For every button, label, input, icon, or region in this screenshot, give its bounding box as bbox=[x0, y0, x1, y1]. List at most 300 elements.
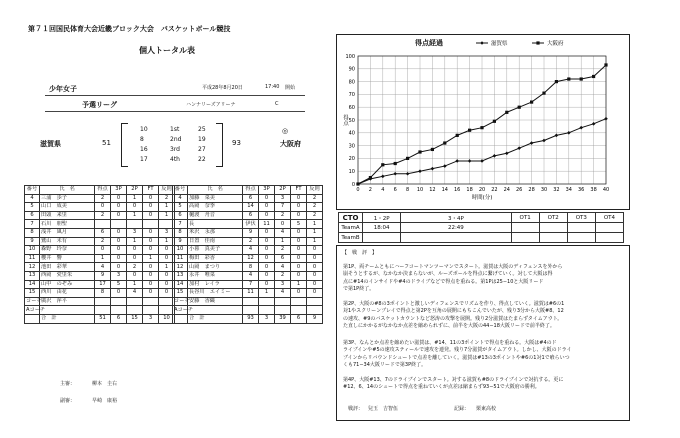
game-time: 17:40 bbox=[265, 84, 280, 90]
player-name-cell: 氏 名 bbox=[40, 186, 95, 195]
stat-cell: 6 bbox=[173, 211, 188, 220]
stat-cell: 0 bbox=[127, 246, 143, 255]
stat-cell: 7 bbox=[25, 220, 40, 229]
player-name-cell: 梅田 彩香 bbox=[188, 254, 243, 263]
stat-cell: 0 bbox=[159, 254, 175, 263]
x-tick-label: 14 bbox=[441, 187, 448, 193]
stat-cell: 0 bbox=[143, 263, 159, 272]
stat-cell: 7 bbox=[173, 220, 188, 229]
cto-period-header: OT3 bbox=[567, 213, 595, 223]
divider bbox=[45, 95, 305, 96]
away-team-name: 大阪府 bbox=[280, 140, 301, 148]
stat-cell: 3 bbox=[143, 314, 159, 323]
stat-cell: 0 bbox=[111, 254, 127, 263]
stat-cell: 3 bbox=[275, 194, 291, 203]
player-name-cell: 三浦 歩子 bbox=[40, 194, 95, 203]
data-point bbox=[480, 159, 484, 163]
stat-cell: 0 bbox=[291, 263, 307, 272]
stat-cell: 0 bbox=[111, 228, 127, 237]
legend-label: 大阪府 bbox=[547, 41, 564, 47]
stat-cell bbox=[95, 297, 111, 306]
stat-cell: 0 bbox=[259, 271, 275, 280]
stat-cell: 8 bbox=[243, 263, 259, 272]
player-name-cell: 日置 佳南 bbox=[188, 237, 243, 246]
stat-cell: 1 bbox=[307, 237, 323, 246]
stat-cell: 1 bbox=[275, 237, 291, 246]
stat-cell: 12 bbox=[25, 263, 40, 272]
stat-cell bbox=[275, 297, 291, 306]
recorder-name: 栗東高校 bbox=[476, 406, 497, 412]
legend-label: 滋賀県 bbox=[491, 41, 508, 47]
stat-cell: 6 bbox=[95, 228, 111, 237]
data-point bbox=[480, 126, 483, 129]
y-axis-label: 得点 bbox=[342, 114, 348, 126]
stat-cell: 0 bbox=[127, 254, 143, 263]
stat-cell: 2 bbox=[243, 237, 259, 246]
stat-cell: 1 bbox=[159, 211, 175, 220]
cto-header: CTO bbox=[339, 213, 363, 223]
commentary-heading: 【 戦 評 】 bbox=[342, 250, 378, 256]
stat-cell: 9 bbox=[173, 237, 188, 246]
player-name-cell: 山岡 まつり bbox=[188, 263, 243, 272]
stat-cell: 2 bbox=[95, 194, 111, 203]
stat-cell bbox=[95, 220, 111, 229]
stat-cell: 0 bbox=[143, 194, 159, 203]
y-tick-label: 40 bbox=[348, 130, 355, 137]
data-point bbox=[356, 182, 359, 185]
stat-cell: 0 bbox=[259, 254, 275, 263]
x-tick-label: 0 bbox=[356, 187, 360, 193]
home-player-stats-table bbox=[24, 185, 175, 324]
y-tick-label: 30 bbox=[348, 143, 355, 150]
data-point bbox=[542, 92, 545, 95]
stat-cell bbox=[111, 220, 127, 229]
stat-cell: コーチ bbox=[26, 298, 42, 305]
stat-cell: 0 bbox=[291, 289, 307, 298]
stat-cell: 2 bbox=[159, 194, 175, 203]
x-tick-label: 18 bbox=[466, 187, 473, 193]
stat-cell bbox=[275, 306, 291, 315]
cto-period-header: 1・2P bbox=[363, 213, 401, 223]
stat-cell bbox=[25, 314, 40, 323]
stat-cell: 2 bbox=[307, 194, 323, 203]
player-name-cell: 氏 名 bbox=[188, 186, 243, 195]
period-label: 2nd bbox=[170, 136, 182, 143]
stat-cell: 1 bbox=[159, 263, 175, 272]
game-start-label: 開始 bbox=[285, 85, 296, 91]
stat-cell: 1 bbox=[159, 237, 175, 246]
stat-cell: 4 bbox=[173, 194, 188, 203]
x-tick-label: 20 bbox=[478, 187, 486, 193]
stat-cell: 0 bbox=[259, 263, 275, 272]
data-point bbox=[604, 63, 607, 66]
player-name-cell: 西岡 愛里朱 bbox=[40, 271, 95, 280]
player-name-cell: 浅井 風月 bbox=[40, 228, 95, 237]
stat-cell: 0 bbox=[291, 254, 307, 263]
stat-cell: 6 bbox=[243, 194, 259, 203]
player-name-cell: 長谷川 エイミー bbox=[188, 289, 243, 298]
stat-cell: 1 bbox=[307, 228, 323, 237]
stat-cell: 8 bbox=[95, 289, 111, 298]
player-name-cell bbox=[188, 306, 243, 315]
stat-cell: 0 bbox=[259, 211, 275, 220]
stat-cell: 4 bbox=[95, 263, 111, 272]
data-point bbox=[518, 106, 521, 109]
umpire-label: 副審： bbox=[60, 398, 76, 404]
data-point bbox=[567, 131, 571, 135]
data-point bbox=[418, 150, 421, 153]
cto-time: 18:04 bbox=[363, 223, 401, 233]
stat-cell: 1 bbox=[127, 280, 143, 289]
legend-marker bbox=[536, 41, 539, 44]
x-tick-label: 10 bbox=[416, 187, 424, 193]
stat-cell: 1 bbox=[127, 211, 143, 220]
category-label: 少年女子 bbox=[49, 85, 77, 93]
stat-cell: 3 bbox=[259, 314, 275, 323]
data-point bbox=[555, 80, 558, 83]
stat-cell bbox=[127, 297, 143, 306]
period-away-score: 22 bbox=[198, 156, 206, 163]
stat-cell: 0 bbox=[307, 280, 323, 289]
home-team-name: 滋賀県 bbox=[40, 140, 61, 148]
venue: ハンナリーズアリーナ bbox=[186, 102, 236, 108]
stat-cell: 1 bbox=[307, 220, 323, 229]
data-point bbox=[456, 134, 459, 137]
stat-cell: 2 bbox=[127, 263, 143, 272]
period-away-score: 27 bbox=[198, 146, 206, 153]
y-tick-label: 60 bbox=[348, 105, 355, 111]
stat-cell: 4 bbox=[243, 246, 259, 255]
commentary-q1: 第1P、両チームともにハーフコートマンツーマンでスタート。滋賀は大阪のディフェンスを外から 崩そうとするが、なかなか決まらないが、ルーズボールを得点に繋げていく。対して大阪は得 点に#14のインサイドや#4のドライブなどで得点を重ねる。第1Pは25−10と大阪リード で第1P終了。 bbox=[343, 264, 563, 293]
data-point bbox=[468, 159, 472, 163]
stat-cell: 1 bbox=[291, 280, 307, 289]
stat-cell: 0 bbox=[259, 228, 275, 237]
stat-cell: 4 bbox=[275, 263, 291, 272]
winner-mark: ◎ bbox=[282, 127, 289, 135]
stat-cell: 2 bbox=[275, 211, 291, 220]
stat-cell: 9 bbox=[243, 228, 259, 237]
stat-cell bbox=[243, 306, 259, 315]
stat-cell: 9 bbox=[307, 314, 323, 323]
x-tick-label: 40 bbox=[602, 187, 610, 193]
stat-cell: 3 bbox=[159, 228, 175, 237]
cto-time: 22:49 bbox=[401, 223, 511, 233]
referee-label: 主審： bbox=[60, 381, 76, 387]
stat-cell: 11 bbox=[259, 220, 275, 229]
stat-cell: 0 bbox=[95, 203, 111, 212]
period-label: 1st bbox=[170, 126, 180, 133]
stat-cell: Aコーチ bbox=[174, 306, 194, 313]
data-point bbox=[592, 75, 595, 78]
data-point bbox=[394, 162, 397, 165]
stat-cell: 10 bbox=[159, 314, 175, 323]
right-bracket bbox=[216, 123, 223, 167]
player-name-cell: 合 計 bbox=[40, 314, 95, 323]
x-tick-label: 36 bbox=[578, 187, 585, 193]
stat-cell bbox=[95, 306, 111, 315]
data-point bbox=[555, 134, 559, 138]
stat-cell: 3 bbox=[127, 228, 143, 237]
data-point bbox=[579, 126, 583, 130]
cto-period-header: OT2 bbox=[539, 213, 567, 223]
stat-cell: 5 bbox=[25, 203, 40, 212]
stat-cell: 0 bbox=[159, 289, 175, 298]
stat-cell bbox=[173, 314, 188, 323]
player-name-cell: 長 bbox=[188, 220, 243, 229]
cto-table bbox=[338, 212, 624, 243]
player-name-cell: 池田 彩華 bbox=[40, 263, 95, 272]
left-bracket bbox=[121, 123, 128, 167]
stat-cell: 番号 bbox=[173, 186, 188, 195]
stat-cell: 0 bbox=[159, 271, 175, 280]
stat-cell: 得点 bbox=[243, 186, 259, 195]
data-point bbox=[530, 100, 533, 103]
legend-marker bbox=[480, 41, 484, 45]
stat-cell: 10 bbox=[173, 246, 188, 255]
stat-cell: 5 bbox=[111, 280, 127, 289]
data-point bbox=[369, 176, 372, 179]
data-point bbox=[381, 175, 385, 179]
y-tick-label: 70 bbox=[348, 92, 355, 99]
commentary-q2: 第2P、大阪の#8の3ポイントと激しいディフェンスでリズムを作り、得点していく。滋賀は#6の1 対1やスクリーンプレイで得点と第2Pを互角の展開にもちこんでいたが、残り3分から大阪#8、12 の速攻、#9のバスケットカウントなど怒涛の攻撃を展開。残り2分滋賀はたまらずタイムアウト。 た直しにかかるがなかなか点差を縮められずに、前半を大阪の44−18大阪リードで前半終了。 bbox=[343, 301, 565, 330]
x-tick-label: 22 bbox=[491, 187, 498, 193]
stat-cell: 11 bbox=[173, 254, 188, 263]
stat-cell: 12 bbox=[243, 254, 259, 263]
away-total-score: 93 bbox=[232, 139, 241, 147]
player-name-cell: 高岡 奈季 bbox=[188, 203, 243, 212]
stat-cell: 0 bbox=[111, 211, 127, 220]
stat-cell: 0 bbox=[307, 254, 323, 263]
player-name-cell: 廣沢 萍平 bbox=[40, 297, 95, 306]
stat-cell: 6 bbox=[291, 314, 307, 323]
stat-cell: 14 bbox=[173, 280, 188, 289]
stat-cell: 15 bbox=[127, 314, 143, 323]
stat-cell: 0 bbox=[111, 237, 127, 246]
player-name-cell: 加藤 菜美 bbox=[188, 194, 243, 203]
divider bbox=[45, 111, 305, 112]
stat-cell: 1 bbox=[259, 289, 275, 298]
stat-cell: 0 bbox=[259, 194, 275, 203]
stat-cell: 8 bbox=[173, 228, 188, 237]
data-point bbox=[468, 129, 471, 132]
writer-name: 兒玉 吉智伍 bbox=[368, 406, 399, 412]
stat-cell bbox=[127, 306, 143, 315]
stat-cell: 6 bbox=[25, 211, 40, 220]
data-point bbox=[505, 151, 509, 155]
stat-cell: Aコーチ bbox=[26, 306, 46, 313]
stat-cell: 4 bbox=[243, 271, 259, 280]
stat-cell: 0 bbox=[143, 237, 159, 246]
stat-cell: 17 bbox=[95, 280, 111, 289]
player-name-cell: 鷲山 未有 bbox=[40, 237, 95, 246]
stat-cell: 0 bbox=[291, 211, 307, 220]
period-home-score: 17 bbox=[140, 156, 148, 163]
stat-cell: 0 bbox=[111, 289, 127, 298]
stat-cell bbox=[143, 220, 159, 229]
stat-cell: 0 bbox=[259, 280, 275, 289]
stat-cell: FT bbox=[291, 186, 307, 195]
writer-label: 戦評： bbox=[348, 406, 364, 412]
stat-cell: FT bbox=[143, 186, 159, 195]
stat-cell: 6 bbox=[243, 211, 259, 220]
stat-cell: 0 bbox=[307, 246, 323, 255]
round-label: 予選リーグ bbox=[82, 101, 117, 109]
stat-cell: 9 bbox=[25, 237, 40, 246]
stat-cell: 0 bbox=[291, 194, 307, 203]
data-point bbox=[493, 120, 496, 123]
player-name-cell: 永井 唯菜 bbox=[188, 271, 243, 280]
player-name-cell bbox=[40, 306, 95, 315]
y-tick-label: 0 bbox=[351, 181, 355, 188]
stat-cell: 1 bbox=[127, 194, 143, 203]
stat-cell: 0 bbox=[111, 263, 127, 272]
stat-cell: コーチ bbox=[174, 298, 190, 305]
stat-cell bbox=[143, 306, 159, 315]
y-tick-label: 20 bbox=[348, 156, 355, 163]
stat-cell bbox=[259, 297, 275, 306]
chart-title: 得点経過 bbox=[415, 39, 443, 47]
stat-cell bbox=[307, 297, 323, 306]
stat-cell: 0 bbox=[291, 271, 307, 280]
stat-cell: 番号 bbox=[25, 186, 40, 195]
stat-cell: 4 bbox=[275, 228, 291, 237]
stat-cell: 1 bbox=[159, 203, 175, 212]
stat-cell: 15 bbox=[173, 289, 188, 298]
player-name-cell: 田頭 来里 bbox=[40, 211, 95, 220]
stat-cell: 0 bbox=[259, 246, 275, 255]
y-tick-label: 50 bbox=[348, 117, 355, 124]
x-tick-label: 16 bbox=[454, 187, 461, 193]
stat-cell: 0 bbox=[111, 194, 127, 203]
stat-cell bbox=[111, 297, 127, 306]
cto-period-header: OT1 bbox=[511, 213, 539, 223]
cto-period-header: OT4 bbox=[595, 213, 623, 223]
stat-cell bbox=[143, 297, 159, 306]
stat-cell: 0 bbox=[291, 228, 307, 237]
player-name-cell: 石川 朋聖 bbox=[40, 220, 95, 229]
x-tick-label: 4 bbox=[381, 187, 385, 193]
stat-cell: 反則 bbox=[159, 186, 175, 195]
period-home-score: 10 bbox=[140, 126, 148, 133]
stat-cell: 3P bbox=[259, 186, 275, 195]
data-point bbox=[493, 154, 497, 158]
stat-cell: 11 bbox=[243, 289, 259, 298]
player-name-cell: 米沢 永那 bbox=[188, 228, 243, 237]
stat-cell: 93 bbox=[243, 314, 259, 323]
game-date: 平成28年8月20日 bbox=[202, 85, 243, 91]
stat-cell bbox=[243, 297, 259, 306]
y-tick-label: 80 bbox=[348, 79, 355, 86]
stat-cell: 9 bbox=[95, 271, 111, 280]
period-away-score: 19 bbox=[198, 136, 206, 143]
stat-cell: 0 bbox=[291, 246, 307, 255]
stat-cell: 0 bbox=[307, 289, 323, 298]
player-name-cell: 小暮 真美子 bbox=[188, 246, 243, 255]
referee-name: 柳本 圭右 bbox=[92, 381, 118, 387]
data-point bbox=[542, 139, 546, 143]
x-tick-label: 26 bbox=[516, 187, 523, 193]
cto-team-label: TeamA bbox=[339, 223, 363, 233]
stat-cell: 12 bbox=[173, 263, 188, 272]
cto-period-header: 3・4P bbox=[401, 213, 511, 223]
stat-cell: 1 bbox=[143, 254, 159, 263]
stat-cell: 2 bbox=[307, 203, 323, 212]
stat-cell: 1 bbox=[127, 237, 143, 246]
stat-cell: 2 bbox=[95, 211, 111, 220]
stat-cell: 0 bbox=[127, 203, 143, 212]
period-home-score: 8 bbox=[140, 136, 144, 143]
period-home-score: 16 bbox=[140, 146, 148, 153]
x-tick-label: 2 bbox=[368, 187, 372, 193]
stat-cell: 1 bbox=[95, 254, 111, 263]
x-tick-label: 8 bbox=[406, 187, 410, 193]
stat-cell: 0 bbox=[95, 246, 111, 255]
stat-cell: 得点 bbox=[95, 186, 111, 195]
stat-cell: 0 bbox=[111, 246, 127, 255]
stat-cell: 0 bbox=[307, 271, 323, 280]
stat-cell: 15 bbox=[25, 289, 40, 298]
court: C bbox=[275, 101, 279, 107]
x-tick-label: 34 bbox=[565, 187, 572, 193]
x-tick-label: 32 bbox=[553, 187, 560, 193]
x-tick-label: 30 bbox=[540, 187, 548, 193]
stat-cell: 39 bbox=[275, 314, 291, 323]
stat-cell: 伊伏 bbox=[243, 220, 259, 229]
stat-cell: 0 bbox=[143, 203, 159, 212]
stat-cell: 14 bbox=[243, 203, 259, 212]
stat-cell: 5 bbox=[291, 220, 307, 229]
stat-cell: 4 bbox=[127, 289, 143, 298]
home-total-score: 51 bbox=[102, 139, 111, 147]
y-tick-label: 90 bbox=[348, 66, 355, 73]
x-tick-label: 12 bbox=[429, 187, 436, 193]
stat-cell bbox=[259, 306, 275, 315]
player-name-cell: 山口 成美 bbox=[40, 203, 95, 212]
stat-cell bbox=[111, 306, 127, 315]
stat-cell: 0 bbox=[275, 220, 291, 229]
stat-cell bbox=[291, 297, 307, 306]
x-tick-label: 6 bbox=[393, 187, 397, 193]
stat-cell: 7 bbox=[243, 280, 259, 289]
y-tick-label: 10 bbox=[348, 169, 355, 175]
stat-cell: 5 bbox=[173, 203, 188, 212]
data-point bbox=[505, 111, 508, 114]
player-name-cell: 森野 玲奈 bbox=[40, 246, 95, 255]
player-name-cell: 加村 レイラ bbox=[188, 280, 243, 289]
stat-cell: 14 bbox=[25, 280, 40, 289]
stat-cell: 0 bbox=[127, 271, 143, 280]
stat-cell: 0 bbox=[307, 263, 323, 272]
commentary-q4: 第4P、大阪#13、7のドライブインでスタート。対する滋賀も#8のドライブインで対抗する。更に #12、6、14のシュートで得点を重ねていくが点差は縮まらず93−51で大阪府の勝利。 bbox=[343, 377, 564, 391]
data-point bbox=[592, 122, 596, 126]
period-away-score: 25 bbox=[198, 126, 206, 133]
stat-cell: 6 bbox=[111, 314, 127, 323]
stat-cell: 0 bbox=[143, 280, 159, 289]
stat-cell: 0 bbox=[143, 246, 159, 255]
player-name-cell: 西川 由花 bbox=[40, 289, 95, 298]
stat-cell: 2 bbox=[275, 246, 291, 255]
stat-cell: 3P bbox=[111, 186, 127, 195]
stat-cell: 0 bbox=[143, 228, 159, 237]
stat-cell: 51 bbox=[95, 314, 111, 323]
data-point bbox=[530, 141, 534, 145]
stat-cell: 0 bbox=[143, 289, 159, 298]
data-point bbox=[406, 157, 409, 160]
stat-cell: 6 bbox=[275, 254, 291, 263]
stat-cell bbox=[307, 306, 323, 315]
data-point bbox=[443, 164, 447, 168]
x-tick-label: 28 bbox=[528, 187, 535, 193]
